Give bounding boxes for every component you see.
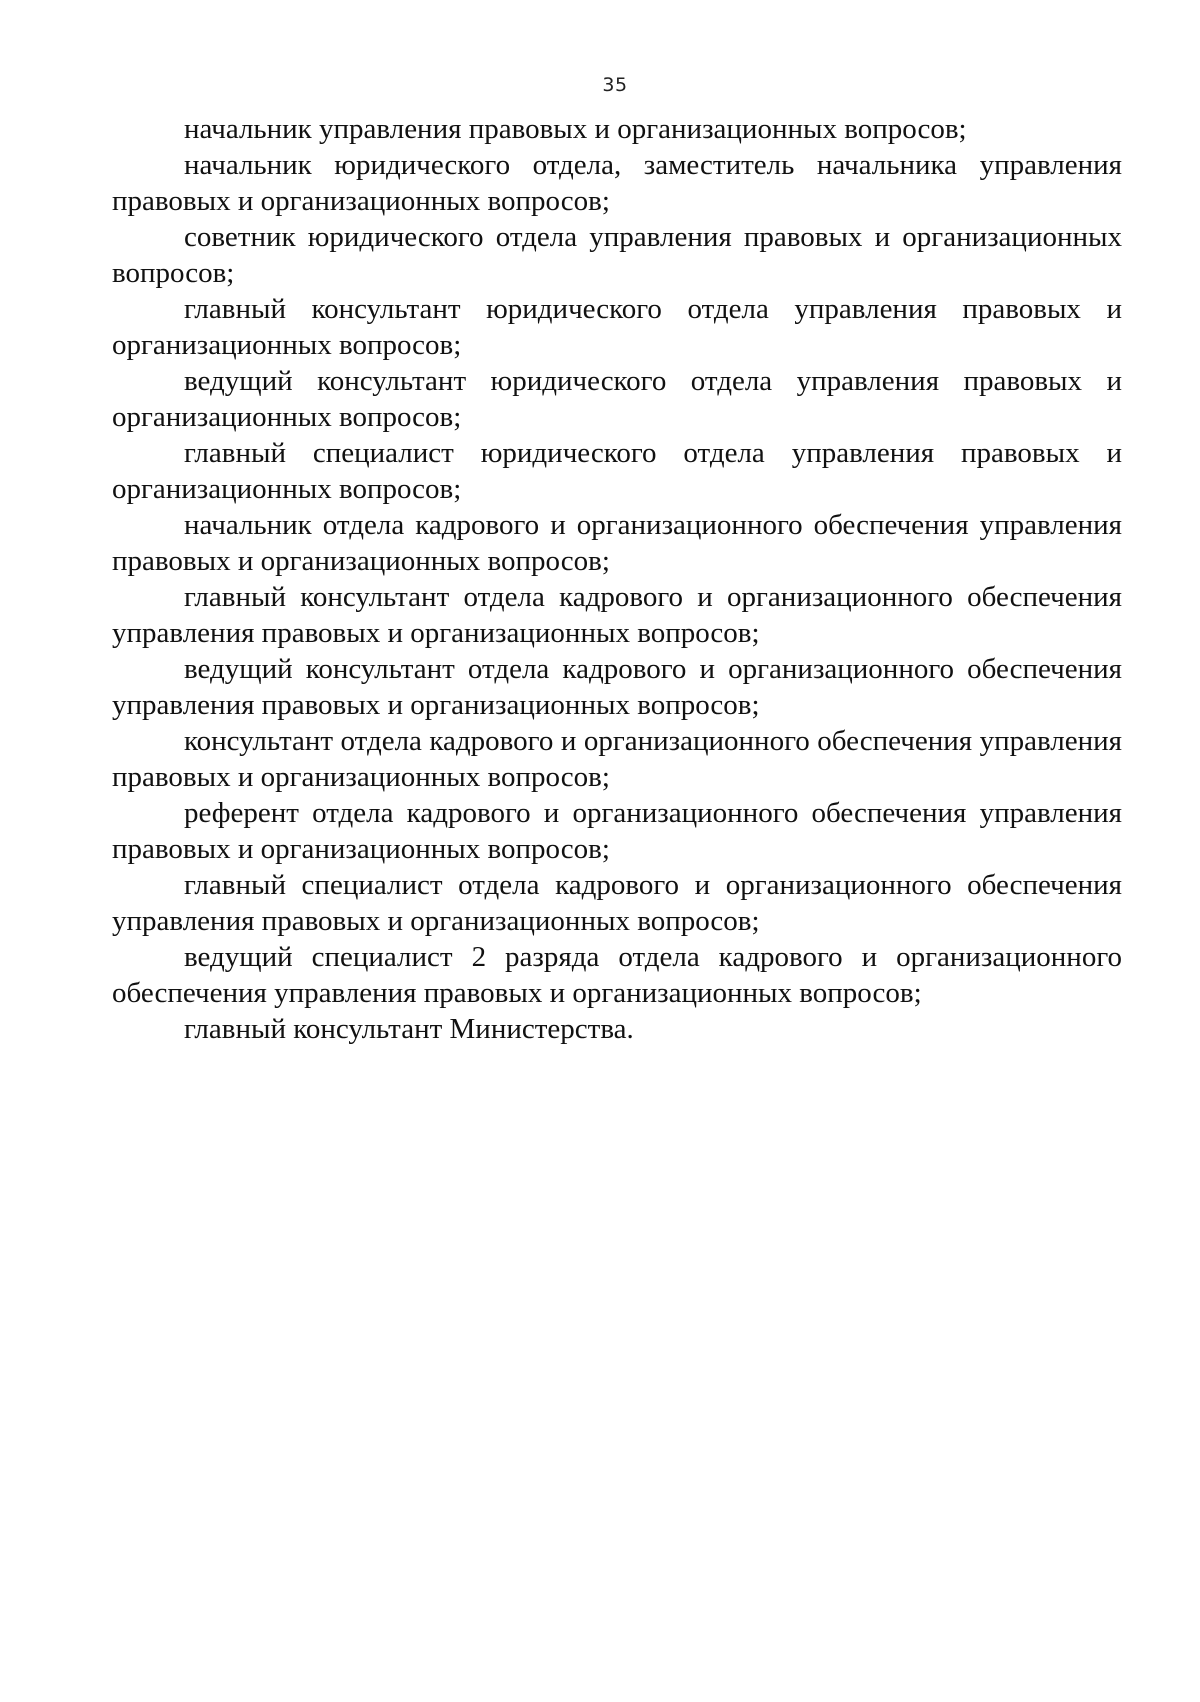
list-item xyxy=(112,507,1122,579)
list-item-line-1: ведущий консультант юридического отдела управления правовых и xyxy=(184,365,1122,397)
list-item-line-2: правовых и организационных вопросов; xyxy=(112,833,610,865)
list-item-line-1: начальник управления правовых и организационных вопросов; xyxy=(184,113,967,145)
list-item xyxy=(112,867,1122,939)
list-item xyxy=(112,219,1122,291)
position-list xyxy=(112,111,1122,1047)
list-item-line-2: правовых и организационных вопросов; xyxy=(112,761,610,793)
list-item-line-2: управления правовых и организационных вопросов; xyxy=(112,689,760,721)
page-number: 35 xyxy=(602,74,628,96)
list-item-line-2: управления правовых и организационных вопросов; xyxy=(112,905,760,937)
list-item-line-1: начальник юридического отдела, заместитель начальника управления xyxy=(184,149,1122,181)
list-item-line-1: главный консультант отдела кадрового и организационного обеспечения xyxy=(184,581,1122,613)
list-item-line-2: вопросов; xyxy=(112,257,235,289)
list-item-line-2: организационных вопросов; xyxy=(112,329,462,361)
list-item-line-1: консультант отдела кадрового и организационного обеспечения управления xyxy=(184,725,1122,757)
list-item-line-1: ведущий специалист 2 разряда отдела кадрового и организационного xyxy=(184,941,1122,973)
list-item xyxy=(112,111,1122,147)
list-item-line-2: управления правовых и организационных вопросов; xyxy=(112,617,760,649)
list-item xyxy=(112,795,1122,867)
list-item xyxy=(112,651,1122,723)
list-item-line-1: главный консультант юридического отдела управления правовых и xyxy=(184,293,1122,325)
list-item-line-1: главный специалист отдела кадрового и организационного обеспечения xyxy=(184,869,1122,901)
list-item-line-2: правовых и организационных вопросов; xyxy=(112,185,610,217)
list-item xyxy=(112,579,1122,651)
list-item-line-2: организационных вопросов; xyxy=(112,401,462,433)
list-item-line-2: правовых и организационных вопросов; xyxy=(112,545,610,577)
list-item xyxy=(112,723,1122,795)
list-item xyxy=(112,147,1122,219)
list-item-line-1: референт отдела кадрового и организационного обеспечения управления xyxy=(184,797,1122,829)
list-item xyxy=(112,939,1122,1011)
list-item-line-2: обеспечения управления правовых и организационных вопросов; xyxy=(112,977,922,1009)
list-item-line-1: советник юридического отдела управления правовых и организационных xyxy=(184,221,1122,253)
list-item-line-2: организационных вопросов; xyxy=(112,473,462,505)
list-item xyxy=(112,363,1122,435)
list-item xyxy=(112,435,1122,507)
list-item-line-1: ведущий консультант отдела кадрового и организационного обеспечения xyxy=(184,653,1122,685)
list-item-line-1: главный специалист юридического отдела управления правовых и xyxy=(184,437,1122,469)
list-item-line-1: главный консультант Министерства. xyxy=(184,1013,634,1045)
list-item-line-1: начальник отдела кадрового и организационного обеспечения управления xyxy=(184,509,1122,541)
list-item xyxy=(112,291,1122,363)
list-item xyxy=(112,1011,1122,1047)
